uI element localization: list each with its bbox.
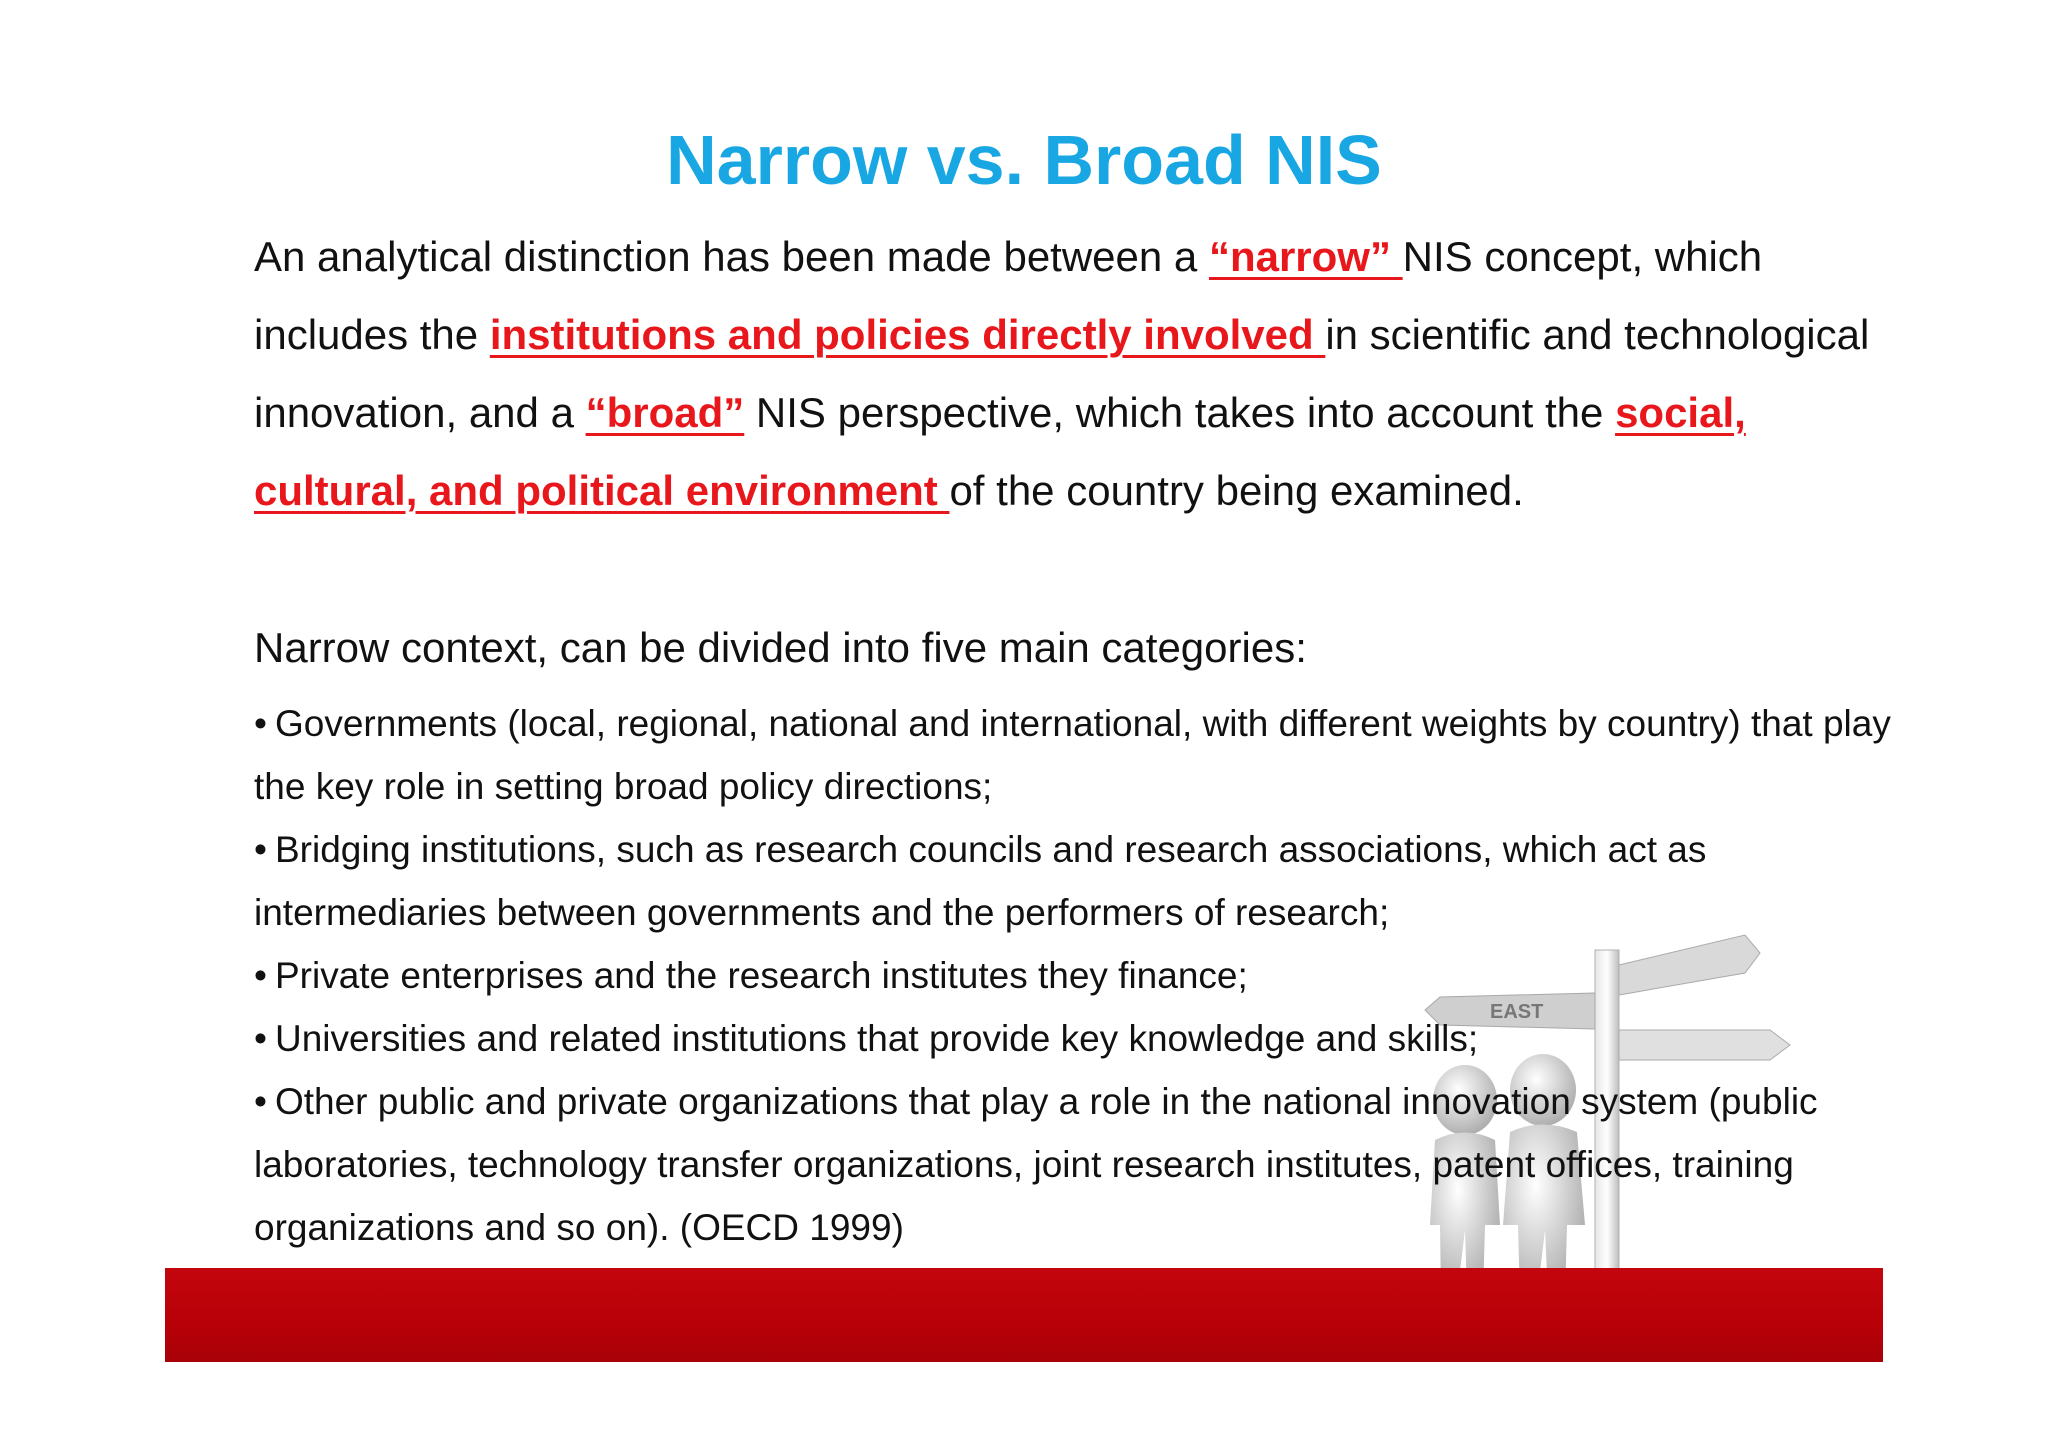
list-item-text: Private enterprises and the research institutes they finance; [274,955,1248,996]
bullet-dot: • [254,1018,267,1059]
intro-text-4: NIS perspective, which takes into account the [744,389,1616,436]
bullet-dot: • [254,955,267,996]
bullet-dot: • [254,1081,267,1122]
list-item-text: Universities and related institutions that provide key knowledge and skills; [274,1018,1479,1059]
bullet-dot: • [254,829,267,870]
highlight-social-environment: social, cultural, and political environment [254,389,1746,514]
bullet-dot: • [254,703,267,744]
intro-text-5: of the country being examined. [949,467,1524,514]
categories-intro: Narrow context, can be divided into five main categories: [254,624,1307,671]
intro-text-3: in scientific and technological innovation, and a [254,311,1870,436]
highlight-institutions-policies: institutions and policies directly involved [489,311,1326,358]
intro-text-2: NIS concept, which includes the [254,233,1763,358]
footer-red-band [165,1268,1883,1362]
list-item-text: Other public and private organizations that play a role in the national innovation system (public laboratories, technology transfer organizations, joint research institutes, patent offices, training organizations and so on). (OECD 1999) [254,1081,1818,1248]
list-item [254,944,1904,1007]
list-item [254,1070,1904,1259]
list-item [254,818,1904,944]
intro-text-1: An analytical distinction has been made between a [254,233,1209,280]
highlight-broad: “broad” [585,389,745,436]
category-list [254,692,1904,1259]
list-item-text: Governments (local, regional, national and international, with different weights by country) that play the key role in setting broad policy directions; [254,703,1891,807]
list-item [254,1007,1904,1070]
list-item [254,692,1904,818]
list-item-text: Bridging institutions, such as research councils and research associations, which act as intermediaries between governments and the performers of research; [254,829,1707,933]
slide-title: Narrow vs. Broad NIS [666,121,1382,199]
signpost-label: EAST [1490,1001,1544,1023]
highlight-narrow: “narrow” [1208,233,1403,280]
intro-paragraph [254,218,1894,530]
